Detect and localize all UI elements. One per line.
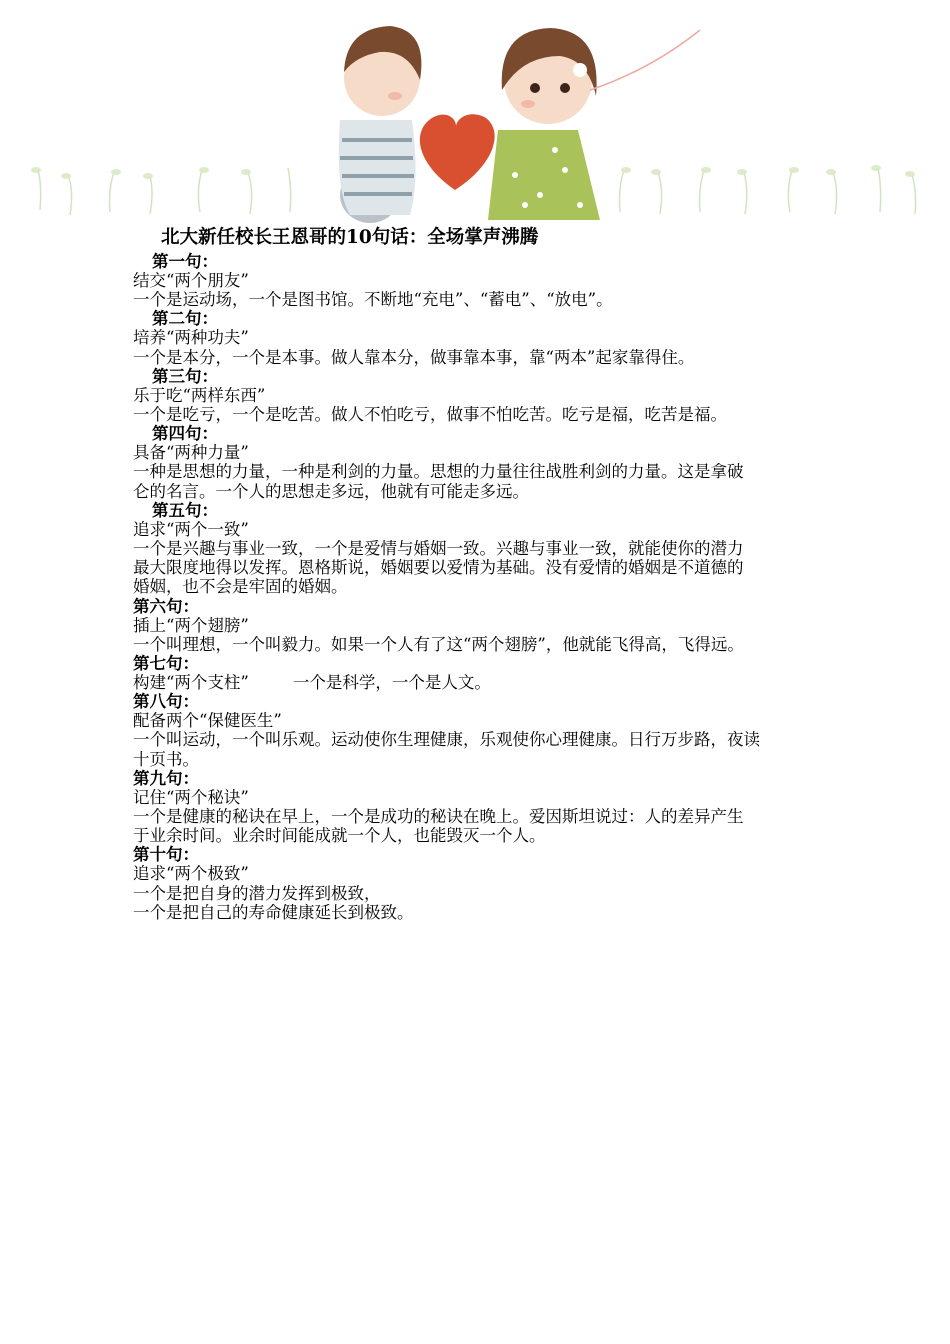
section-heading: 第三句： — [152, 366, 218, 386]
body-line: 一个是健康的秘诀在早上，一个是成功的秘诀在晚上。爱因斯坦说过：人的差异产生 — [133, 807, 744, 827]
section-body — [133, 348, 833, 367]
section-body — [133, 462, 833, 500]
section-subtitle-row — [133, 711, 833, 730]
section-subtitle: 插上“两个翅膀” — [133, 615, 249, 635]
section-body — [133, 884, 833, 922]
section-subtitle-row — [133, 520, 833, 539]
body-line: 一个是本分，一个是本事。做人靠本分，做事靠本事，靠“两本”起家靠得住。 — [133, 347, 695, 367]
section-heading: 第六句： — [133, 596, 199, 616]
header-illustration — [0, 0, 950, 228]
body-line: 婚姻，也不会是牢固的婚姻。 — [133, 577, 348, 597]
section — [133, 654, 833, 692]
section — [133, 845, 833, 922]
body-line: 仑的名言。一个人的思想走多远，他就有可能走多远。 — [133, 481, 529, 501]
section — [133, 769, 833, 846]
section-heading: 第四句： — [152, 424, 218, 444]
body-line: 一个是把自己的寿命健康延长到极致。 — [133, 902, 414, 922]
document-body — [133, 226, 833, 922]
sections-container — [133, 252, 833, 922]
section — [133, 309, 833, 366]
section-subtitle-row — [133, 788, 833, 807]
section-body — [133, 635, 833, 654]
section-subtitle-row — [133, 864, 833, 883]
body-line: 一个叫理想，一个叫毅力。如果一个人有了这“两个翅膀”，他就能飞得高，飞得远。 — [133, 634, 744, 654]
section-subtitle: 记住“两个秘诀” — [133, 787, 249, 807]
body-line: 一种是思想的力量，一种是利剑的力量。思想的力量往往战胜利剑的力量。这是拿破 — [133, 462, 744, 482]
section — [133, 252, 833, 309]
section — [133, 424, 833, 501]
section-subtitle-row — [133, 271, 833, 290]
section-heading: 第九句： — [133, 768, 199, 788]
boy-figure — [339, 26, 422, 223]
body-line: 一个是把自身的潜力发挥到极致， — [133, 883, 381, 903]
section-subtitle-row — [133, 673, 833, 692]
section-body — [133, 539, 833, 597]
section-subtitle-row — [133, 616, 833, 635]
section-subtitle-row — [133, 443, 833, 462]
section-heading: 第八句： — [133, 692, 199, 712]
section-subtitle: 结交“两个朋友” — [133, 271, 249, 290]
section — [133, 501, 833, 597]
section-body — [133, 405, 833, 424]
section-inline-text: 一个是科学，一个是人文。 — [292, 673, 491, 693]
section-heading: 第七句： — [133, 654, 199, 674]
body-line: 于业余时间。业余时间能成就一个人，也能毁灭一个人。 — [133, 826, 546, 846]
section — [133, 597, 833, 654]
body-line: 十页书。 — [133, 749, 199, 769]
sprouts-decoration — [38, 168, 916, 215]
body-line: 一个是运动场，一个是图书馆。不断地“充电”、“蓄电”、“放电”。 — [133, 290, 613, 310]
section-subtitle-row — [133, 328, 833, 347]
heart-illustration — [420, 114, 495, 190]
section-heading: 第一句： — [152, 252, 218, 271]
section-subtitle: 培养“两种功夫” — [133, 328, 249, 348]
document-title: 北大新任校长王恩哥的10句话：全场掌声沸腾 — [161, 227, 539, 248]
section — [133, 367, 833, 424]
body-line: 最大限度地得以发挥。恩格斯说，婚姻要以爱情为基础。没有爱情的婚姻是不道德的 — [133, 558, 744, 578]
section-heading: 第五句： — [152, 500, 218, 520]
section-subtitle: 追求“两个一致” — [133, 519, 249, 539]
body-line: 一个是兴趣与事业一致，一个是爱情与婚姻一致。兴趣与事业一致，就能使你的潜力 — [133, 539, 744, 559]
section-subtitle: 具备“两种力量” — [133, 443, 249, 463]
section-subtitle-row — [133, 386, 833, 405]
section-subtitle: 构建“两个支柱” — [133, 673, 249, 693]
section-heading: 第十句： — [133, 845, 199, 865]
section-body — [133, 290, 833, 309]
section-subtitle: 配备两个“保健医生” — [133, 711, 282, 731]
section-heading: 第二句： — [152, 309, 218, 329]
body-line: 一个叫运动，一个叫乐观。运动使你生理健康，乐观使你心理健康。日行万步路，夜读 — [133, 730, 760, 750]
girl-figure — [488, 28, 700, 220]
section-body — [133, 807, 833, 845]
section — [133, 692, 833, 769]
section-subtitle: 追求“两个极致” — [133, 864, 249, 884]
section-subtitle: 乐于吃“两样东西” — [133, 385, 266, 405]
section-body — [133, 730, 833, 768]
body-line: 一个是吃亏，一个是吃苦。做人不怕吃亏，做事不怕吃苦。吃亏是福，吃苦是福。 — [133, 405, 727, 425]
